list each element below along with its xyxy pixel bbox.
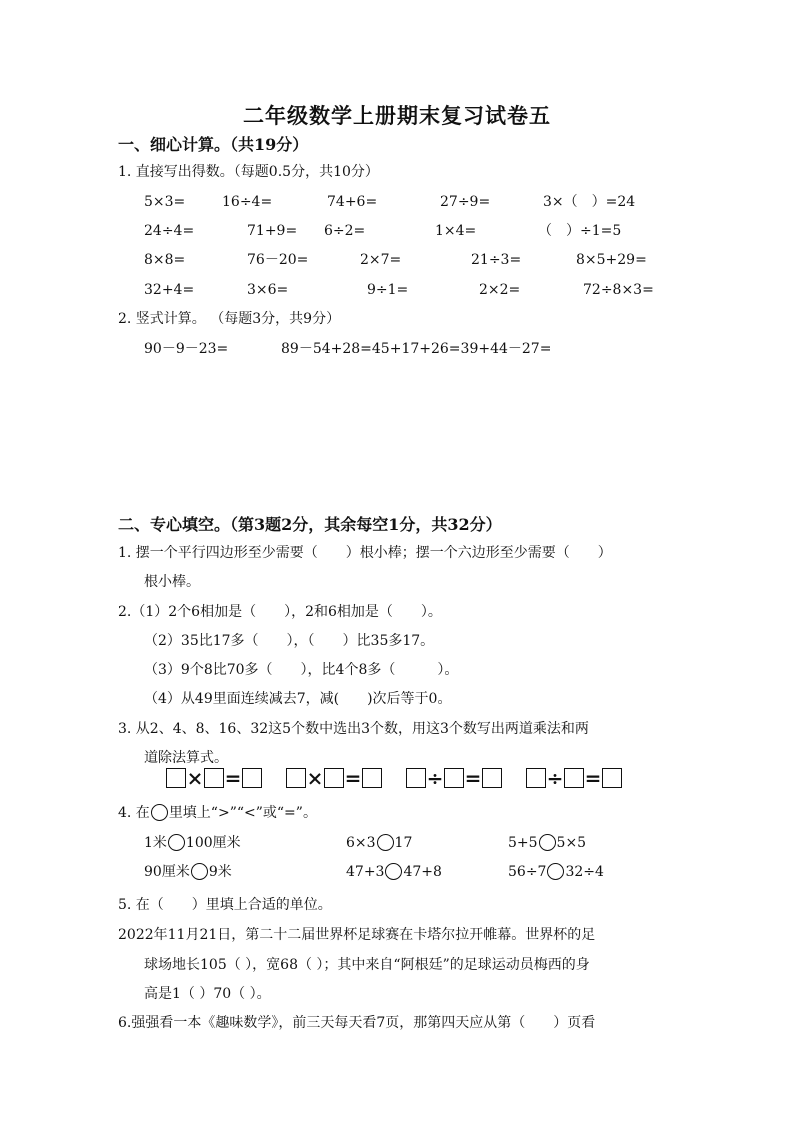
s2-q3-line: 3. 从2、4、8、16、32这5个数中选出3个数，用这3个数写出两道乘法和两 xyxy=(118,721,589,737)
compare-circle[interactable] xyxy=(191,863,208,880)
calc-item: 8×8= xyxy=(144,252,186,268)
answer-box[interactable] xyxy=(362,768,382,788)
section2-heading: 二、专心填空。（第3题2分，其余每空1分，共32分） xyxy=(118,515,502,534)
s2-q2-line: （3）9个8比70多（ ），比4个8多（ ）。 xyxy=(144,662,459,678)
answer-box[interactable] xyxy=(286,768,306,788)
s2-q3-line: 道除法算式。 xyxy=(144,750,228,766)
s2-q2-line: （4）从49里面连续减去7，减( )次后等于0。 xyxy=(144,691,452,707)
compare-right: 100厘米 xyxy=(185,835,241,851)
compare-right: 9米 xyxy=(208,864,232,880)
compare-right: 5×5 xyxy=(556,835,587,851)
compare-item xyxy=(144,833,241,853)
answer-box[interactable] xyxy=(204,768,224,788)
answer-box[interactable] xyxy=(602,768,622,788)
s2-q2-line: （2）35比17多（ ），（ ）比35多17。 xyxy=(144,633,435,649)
s2-q4-label-pre: 4. 在 xyxy=(118,805,150,821)
compare-item xyxy=(346,833,412,853)
compare-left: 90厘米 xyxy=(144,864,190,880)
page-title: 二年级数学上册期末复习试卷五 xyxy=(243,103,551,128)
compare-right: 47+8 xyxy=(403,864,442,880)
compare-item xyxy=(346,862,442,882)
answer-box[interactable] xyxy=(324,768,344,788)
vertical-calc-item: 90－9－23= xyxy=(144,341,229,357)
calc-item: 21÷3= xyxy=(471,252,522,268)
operator: ÷ xyxy=(426,766,444,790)
s1-q2-label: 2. 竖式计算。 （每题3分，共9分） xyxy=(118,311,341,327)
answer-box[interactable] xyxy=(406,768,426,788)
equals: = xyxy=(344,766,362,790)
calc-item: 76－20= xyxy=(247,252,309,268)
answer-box[interactable] xyxy=(242,768,262,788)
compare-circle[interactable] xyxy=(377,834,394,851)
calc-item: 74+6= xyxy=(327,194,378,210)
compare-circle[interactable] xyxy=(168,834,185,851)
operator: × xyxy=(306,766,324,790)
calc-item: 32+4= xyxy=(144,282,195,298)
calc-item: （ ）÷1=5 xyxy=(538,223,622,239)
s2-q1-line: 1. 摆一个平行四边形至少需要（ ）根小棒；摆一个六边形至少需要（ ） xyxy=(118,545,612,561)
calc-item: 2×2= xyxy=(479,282,521,298)
calc-item: 3×（ ）=24 xyxy=(543,194,636,210)
answer-box[interactable] xyxy=(444,768,464,788)
compare-left: 6×3 xyxy=(346,835,376,851)
compare-left: 1米 xyxy=(144,835,167,851)
compare-circle[interactable] xyxy=(547,863,564,880)
calc-item: 27÷9= xyxy=(440,194,491,210)
equation-box-row xyxy=(166,768,622,788)
equals: = xyxy=(224,766,242,790)
compare-right: 17 xyxy=(394,835,413,851)
calc-item: 71+9= xyxy=(247,223,298,239)
compare-left: 47+3 xyxy=(346,864,385,880)
calc-item: 8×5+29= xyxy=(576,252,647,268)
calc-item: 1×4= xyxy=(435,223,477,239)
s2-q2-line: 2.（1）2个6相加是（ ），2和6相加是（ ）。 xyxy=(118,604,442,620)
compare-item xyxy=(508,862,604,882)
compare-left: 56÷7 xyxy=(508,864,547,880)
calc-item: 24÷4= xyxy=(144,223,195,239)
answer-box[interactable] xyxy=(564,768,584,788)
vertical-calc-item: 89－54+28=45+17+26=39+44－27= xyxy=(281,341,552,357)
calc-item: 16÷4= xyxy=(222,194,273,210)
circle-icon xyxy=(151,804,168,821)
equation-template xyxy=(166,768,262,788)
s2-q5-line: 高是1（ ）70（ ）。 xyxy=(144,986,271,1002)
equation-template xyxy=(526,768,622,788)
calc-item: 5×3= xyxy=(144,194,186,210)
calc-item: 3×6= xyxy=(247,282,289,298)
calc-item: 6÷2= xyxy=(324,223,366,239)
calc-item: 2×7= xyxy=(360,252,402,268)
s2-q1-line: 根小棒。 xyxy=(144,574,200,590)
calc-item: 9÷1= xyxy=(367,282,409,298)
s2-q5-line: 2022年11月21日，第二十二届世界杯足球赛在卡塔尔拉开帷幕。世界杯的足 xyxy=(118,927,596,943)
s1-q1-label: 1. 直接写出得数。（每题0.5分，共10分） xyxy=(118,164,379,180)
s2-q6-line: 6.强强看一本《趣味数学》，前三天每天看7页，那第四天应从第（ ）页看 xyxy=(118,1015,596,1031)
s2-q4-label-post: 里填上“>”“<”或“=”。 xyxy=(168,805,317,821)
compare-circle[interactable] xyxy=(539,834,556,851)
calc-item: 72÷8×3= xyxy=(583,282,654,298)
compare-circle[interactable] xyxy=(385,863,402,880)
answer-box[interactable] xyxy=(526,768,546,788)
equals: = xyxy=(584,766,602,790)
s2-q5-line: 球场地长105（ ），宽68（ ）；其中来自“阿根廷”的足球运动员梅西的身 xyxy=(144,957,590,973)
s2-q4-label xyxy=(118,803,317,823)
equation-template xyxy=(406,768,502,788)
answer-box[interactable] xyxy=(482,768,502,788)
equation-template xyxy=(286,768,382,788)
operator: ÷ xyxy=(546,766,564,790)
operator: × xyxy=(186,766,204,790)
s2-q5-label: 5. 在（ ）里填上合适的单位。 xyxy=(118,897,332,913)
compare-item xyxy=(508,833,586,853)
answer-box[interactable] xyxy=(166,768,186,788)
compare-right: 32÷4 xyxy=(565,864,604,880)
equals: = xyxy=(464,766,482,790)
compare-item xyxy=(144,862,232,882)
compare-left: 5+5 xyxy=(508,835,538,851)
section1-heading: 一、细心计算。（共19分） xyxy=(118,135,309,154)
